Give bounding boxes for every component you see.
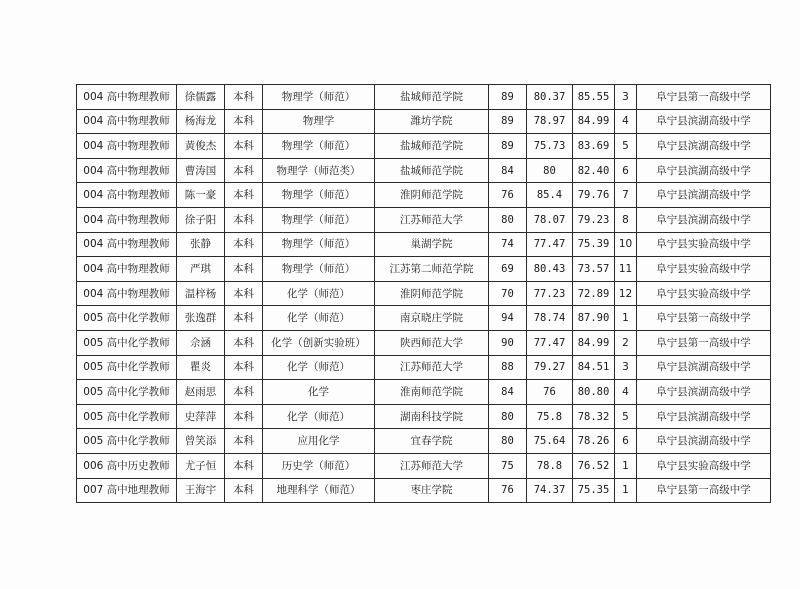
written-score-cell: 69	[489, 257, 527, 282]
school-cell: 宜春学院	[375, 429, 489, 454]
unit-cell: 阜宁县滨湖高级中学	[637, 355, 771, 380]
written-score-cell: 76	[489, 478, 527, 503]
table-row	[77, 404, 771, 429]
written-score-cell: 84	[489, 380, 527, 405]
rank-cell: 12	[615, 281, 637, 306]
school-cell: 湖南科技学院	[375, 404, 489, 429]
name-cell: 黄俊杰	[177, 134, 225, 159]
table-row	[77, 207, 771, 232]
education-cell: 本科	[225, 158, 263, 183]
school-cell: 淮阴师范学院	[375, 183, 489, 208]
job-cell: 005 高中化学教师	[77, 380, 177, 405]
unit-cell: 阜宁县滨湖高级中学	[637, 109, 771, 134]
table-row	[77, 330, 771, 355]
education-cell: 本科	[225, 109, 263, 134]
unit-cell: 阜宁县滨湖高级中学	[637, 134, 771, 159]
major-cell: 化学（创新实验班）	[263, 330, 375, 355]
job-cell: 004 高中物理教师	[77, 281, 177, 306]
written-score-cell: 89	[489, 134, 527, 159]
education-cell: 本科	[225, 429, 263, 454]
major-cell: 化学（师范）	[263, 306, 375, 331]
table-row	[77, 85, 771, 110]
rank-cell: 3	[615, 355, 637, 380]
rank-cell: 7	[615, 183, 637, 208]
major-cell: 物理学（师范）	[263, 232, 375, 257]
total-score-cell: 83.69	[573, 134, 615, 159]
name-cell: 张静	[177, 232, 225, 257]
interview-score-cell: 78.97	[527, 109, 573, 134]
table-row	[77, 183, 771, 208]
rank-cell: 1	[615, 306, 637, 331]
job-cell: 004 高中物理教师	[77, 232, 177, 257]
total-score-cell: 84.51	[573, 355, 615, 380]
written-score-cell: 88	[489, 355, 527, 380]
name-cell: 曹涛国	[177, 158, 225, 183]
table-row	[77, 109, 771, 134]
education-cell: 本科	[225, 134, 263, 159]
school-cell: 江苏第二师范学院	[375, 257, 489, 282]
interview-score-cell: 77.23	[527, 281, 573, 306]
written-score-cell: 80	[489, 404, 527, 429]
job-cell: 004 高中物理教师	[77, 158, 177, 183]
school-cell: 江苏师范大学	[375, 453, 489, 478]
education-cell: 本科	[225, 306, 263, 331]
education-cell: 本科	[225, 478, 263, 503]
total-score-cell: 76.52	[573, 453, 615, 478]
school-cell: 淮南师范学院	[375, 380, 489, 405]
unit-cell: 阜宁县第一高级中学	[637, 330, 771, 355]
school-cell: 江苏师范大学	[375, 355, 489, 380]
major-cell: 化学（师范）	[263, 281, 375, 306]
total-score-cell: 84.99	[573, 109, 615, 134]
total-score-cell: 75.35	[573, 478, 615, 503]
education-cell: 本科	[225, 404, 263, 429]
interview-score-cell: 78.07	[527, 207, 573, 232]
table-row	[77, 232, 771, 257]
education-cell: 本科	[225, 207, 263, 232]
rank-cell: 3	[615, 85, 637, 110]
school-cell: 盐城师范学院	[375, 134, 489, 159]
rank-cell: 1	[615, 453, 637, 478]
rank-cell: 11	[615, 257, 637, 282]
rank-cell: 5	[615, 404, 637, 429]
education-cell: 本科	[225, 330, 263, 355]
job-cell: 004 高中物理教师	[77, 183, 177, 208]
results-table	[76, 84, 771, 503]
school-cell: 陕西师范大学	[375, 330, 489, 355]
job-cell: 006 高中历史教师	[77, 453, 177, 478]
unit-cell: 阜宁县滨湖高级中学	[637, 429, 771, 454]
major-cell: 化学（师范）	[263, 355, 375, 380]
school-cell: 江苏师范大学	[375, 207, 489, 232]
total-score-cell: 85.55	[573, 85, 615, 110]
name-cell: 佘涵	[177, 330, 225, 355]
interview-score-cell: 75.64	[527, 429, 573, 454]
education-cell: 本科	[225, 183, 263, 208]
school-cell: 南京晓庄学院	[375, 306, 489, 331]
school-cell: 枣庄学院	[375, 478, 489, 503]
written-score-cell: 76	[489, 183, 527, 208]
unit-cell: 阜宁县滨湖高级中学	[637, 207, 771, 232]
table-row	[77, 478, 771, 503]
name-cell: 徐儒露	[177, 85, 225, 110]
rank-cell: 6	[615, 158, 637, 183]
name-cell: 陈一豪	[177, 183, 225, 208]
job-cell: 004 高中物理教师	[77, 134, 177, 159]
education-cell: 本科	[225, 355, 263, 380]
name-cell: 赵雨思	[177, 380, 225, 405]
total-score-cell: 78.26	[573, 429, 615, 454]
job-cell: 005 高中化学教师	[77, 355, 177, 380]
written-score-cell: 84	[489, 158, 527, 183]
table-row	[77, 281, 771, 306]
table-row	[77, 257, 771, 282]
job-cell: 004 高中物理教师	[77, 207, 177, 232]
interview-score-cell: 74.37	[527, 478, 573, 503]
job-cell: 005 高中化学教师	[77, 429, 177, 454]
interview-score-cell: 79.27	[527, 355, 573, 380]
total-score-cell: 72.89	[573, 281, 615, 306]
rank-cell: 10	[615, 232, 637, 257]
interview-score-cell: 75.73	[527, 134, 573, 159]
written-score-cell: 80	[489, 207, 527, 232]
interview-score-cell: 80.43	[527, 257, 573, 282]
total-score-cell: 79.23	[573, 207, 615, 232]
name-cell: 瞿炎	[177, 355, 225, 380]
written-score-cell: 90	[489, 330, 527, 355]
school-cell: 巢湖学院	[375, 232, 489, 257]
total-score-cell: 79.76	[573, 183, 615, 208]
interview-score-cell: 76	[527, 380, 573, 405]
unit-cell: 阜宁县滨湖高级中学	[637, 404, 771, 429]
written-score-cell: 80	[489, 429, 527, 454]
unit-cell: 阜宁县第一高级中学	[637, 478, 771, 503]
job-cell: 004 高中物理教师	[77, 109, 177, 134]
major-cell: 物理学（师范）	[263, 85, 375, 110]
job-cell: 005 高中化学教师	[77, 330, 177, 355]
table-row	[77, 306, 771, 331]
job-cell: 007 高中地理教师	[77, 478, 177, 503]
major-cell: 历史学（师范）	[263, 453, 375, 478]
interview-score-cell: 78.74	[527, 306, 573, 331]
table-row	[77, 355, 771, 380]
written-score-cell: 89	[489, 85, 527, 110]
name-cell: 严琪	[177, 257, 225, 282]
job-cell: 004 高中物理教师	[77, 257, 177, 282]
school-cell: 淮阴师范学院	[375, 281, 489, 306]
school-cell: 盐城师范学院	[375, 85, 489, 110]
unit-cell: 阜宁县实验高级中学	[637, 232, 771, 257]
written-score-cell: 70	[489, 281, 527, 306]
name-cell: 徐子阳	[177, 207, 225, 232]
name-cell: 王海宇	[177, 478, 225, 503]
table-row	[77, 134, 771, 159]
interview-score-cell: 77.47	[527, 232, 573, 257]
rank-cell: 8	[615, 207, 637, 232]
unit-cell: 阜宁县实验高级中学	[637, 281, 771, 306]
results-table-body	[77, 85, 771, 503]
major-cell: 化学	[263, 380, 375, 405]
interview-score-cell: 75.8	[527, 404, 573, 429]
unit-cell: 阜宁县第一高级中学	[637, 85, 771, 110]
written-score-cell: 75	[489, 453, 527, 478]
total-score-cell: 73.57	[573, 257, 615, 282]
table-row	[77, 453, 771, 478]
school-cell: 盐城师范学院	[375, 158, 489, 183]
interview-score-cell: 80	[527, 158, 573, 183]
unit-cell: 阜宁县实验高级中学	[637, 257, 771, 282]
major-cell: 物理学（师范类）	[263, 158, 375, 183]
rank-cell: 6	[615, 429, 637, 454]
major-cell: 物理学（师范）	[263, 134, 375, 159]
job-cell: 005 高中化学教师	[77, 306, 177, 331]
rank-cell: 2	[615, 330, 637, 355]
total-score-cell: 78.32	[573, 404, 615, 429]
total-score-cell: 75.39	[573, 232, 615, 257]
education-cell: 本科	[225, 281, 263, 306]
total-score-cell: 80.80	[573, 380, 615, 405]
job-cell: 005 高中化学教师	[77, 404, 177, 429]
name-cell: 史萍萍	[177, 404, 225, 429]
interview-score-cell: 80.37	[527, 85, 573, 110]
job-cell: 004 高中物理教师	[77, 85, 177, 110]
table-row	[77, 380, 771, 405]
written-score-cell: 74	[489, 232, 527, 257]
table-row	[77, 158, 771, 183]
major-cell: 物理学	[263, 109, 375, 134]
unit-cell: 阜宁县实验高级中学	[637, 453, 771, 478]
education-cell: 本科	[225, 232, 263, 257]
total-score-cell: 84.99	[573, 330, 615, 355]
name-cell: 曾笑添	[177, 429, 225, 454]
school-cell: 潍坊学院	[375, 109, 489, 134]
name-cell: 张逸群	[177, 306, 225, 331]
rank-cell: 1	[615, 478, 637, 503]
major-cell: 物理学（师范）	[263, 183, 375, 208]
total-score-cell: 82.40	[573, 158, 615, 183]
rank-cell: 5	[615, 134, 637, 159]
rank-cell: 4	[615, 109, 637, 134]
interview-score-cell: 77.47	[527, 330, 573, 355]
name-cell: 尤子恒	[177, 453, 225, 478]
unit-cell: 阜宁县滨湖高级中学	[637, 380, 771, 405]
major-cell: 物理学（师范）	[263, 257, 375, 282]
table-row	[77, 429, 771, 454]
unit-cell: 阜宁县滨湖高级中学	[637, 183, 771, 208]
major-cell: 应用化学	[263, 429, 375, 454]
unit-cell: 阜宁县第一高级中学	[637, 306, 771, 331]
major-cell: 物理学（师范）	[263, 207, 375, 232]
total-score-cell: 87.90	[573, 306, 615, 331]
education-cell: 本科	[225, 380, 263, 405]
name-cell: 杨海龙	[177, 109, 225, 134]
unit-cell: 阜宁县滨湖高级中学	[637, 158, 771, 183]
education-cell: 本科	[225, 85, 263, 110]
interview-score-cell: 78.8	[527, 453, 573, 478]
rank-cell: 4	[615, 380, 637, 405]
name-cell: 温梓杨	[177, 281, 225, 306]
education-cell: 本科	[225, 257, 263, 282]
education-cell: 本科	[225, 453, 263, 478]
major-cell: 地理科学（师范）	[263, 478, 375, 503]
major-cell: 化学（师范）	[263, 404, 375, 429]
interview-score-cell: 85.4	[527, 183, 573, 208]
written-score-cell: 89	[489, 109, 527, 134]
written-score-cell: 94	[489, 306, 527, 331]
